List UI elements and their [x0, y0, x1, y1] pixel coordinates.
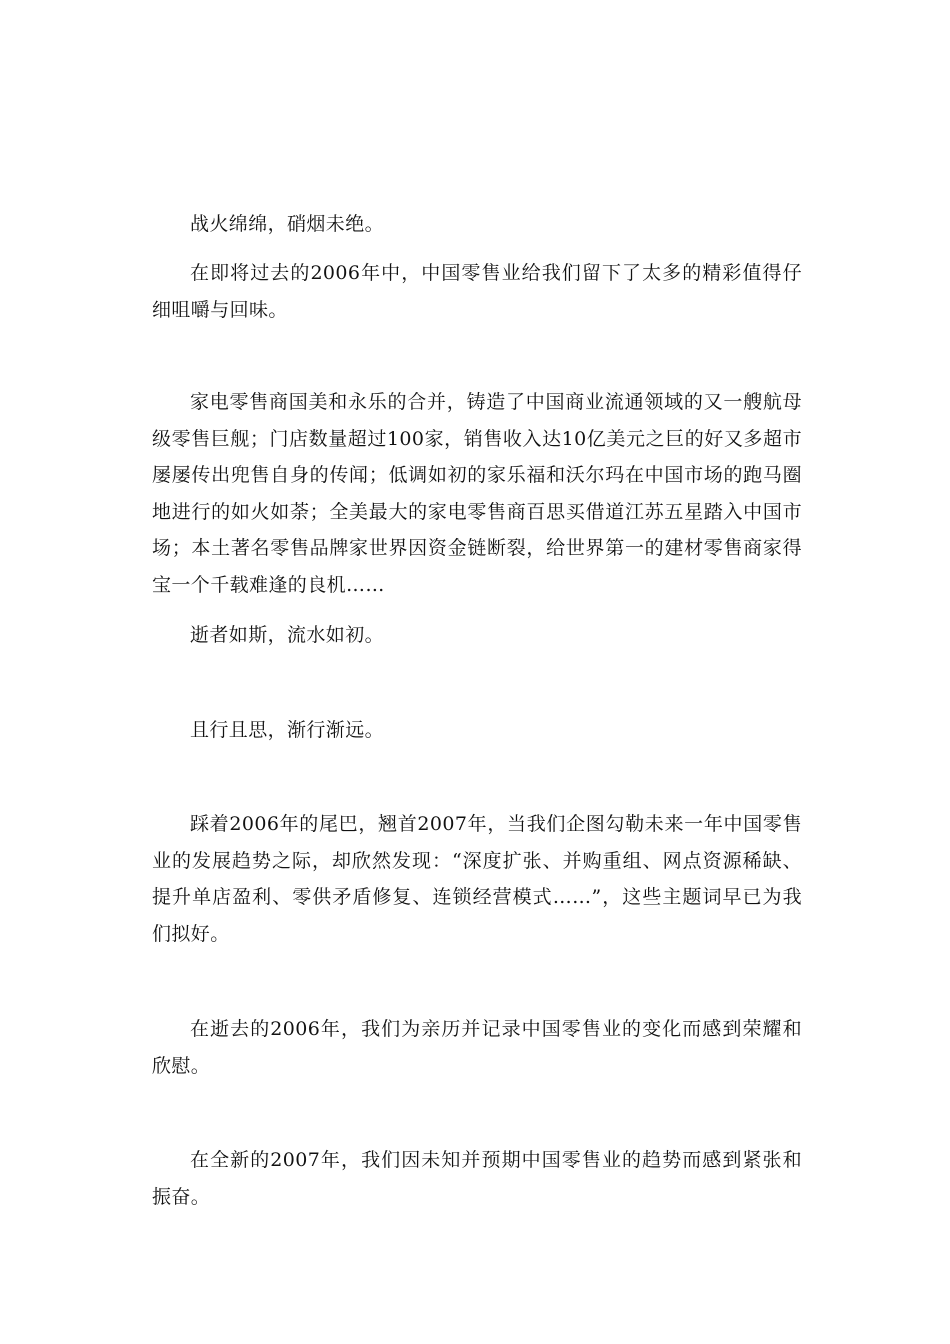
- paragraph-2: 在即将过去的2006年中，中国零售业给我们留下了太多的精彩值得仔细咀嚼与回味。: [152, 262, 802, 321]
- paragraph-5: 且行且思，渐行渐远。: [190, 719, 385, 741]
- paragraph-4: 逝者如斯，流水如初。: [190, 624, 385, 646]
- paragraph-6: 踩着2006年的尾巴，翘首2007年，当我们企图勾勒未来一年中国零售业的发展趋势之际，却欣然发现：“深度扩张、并购重组、网点资源稀缺、提升单店盈利、零供矛盾修复、连锁经营模式……”，这些主题词早已为我们拟好。: [152, 813, 802, 945]
- paragraph-1: 战火绵绵，硝烟未绝。: [190, 213, 385, 235]
- paragraph-3: 家电零售商国美和永乐的合并，铸造了中国商业流通领域的又一艘航母级零售巨舰；门店数量超过100家，销售收入达10亿美元之巨的好又多超市屡屡传出兜售自身的传闻；低调如初的家乐福和沃尔玛在中国市场的跑马圈地进行的如火如荼；全美最大的家电零售商百思买借道江苏五星踏入中国市场；本土著名零售品牌家世界因资金链断裂，给世界第一的建材零售商家得宝一个千载难逢的良机……: [152, 391, 802, 596]
- paragraph-8: 在全新的2007年，我们因未知并预期中国零售业的趋势而感到紧张和振奋。: [152, 1149, 802, 1208]
- paragraph-7: 在逝去的2006年，我们为亲历并记录中国零售业的变化而感到荣耀和欣慰。: [152, 1018, 802, 1077]
